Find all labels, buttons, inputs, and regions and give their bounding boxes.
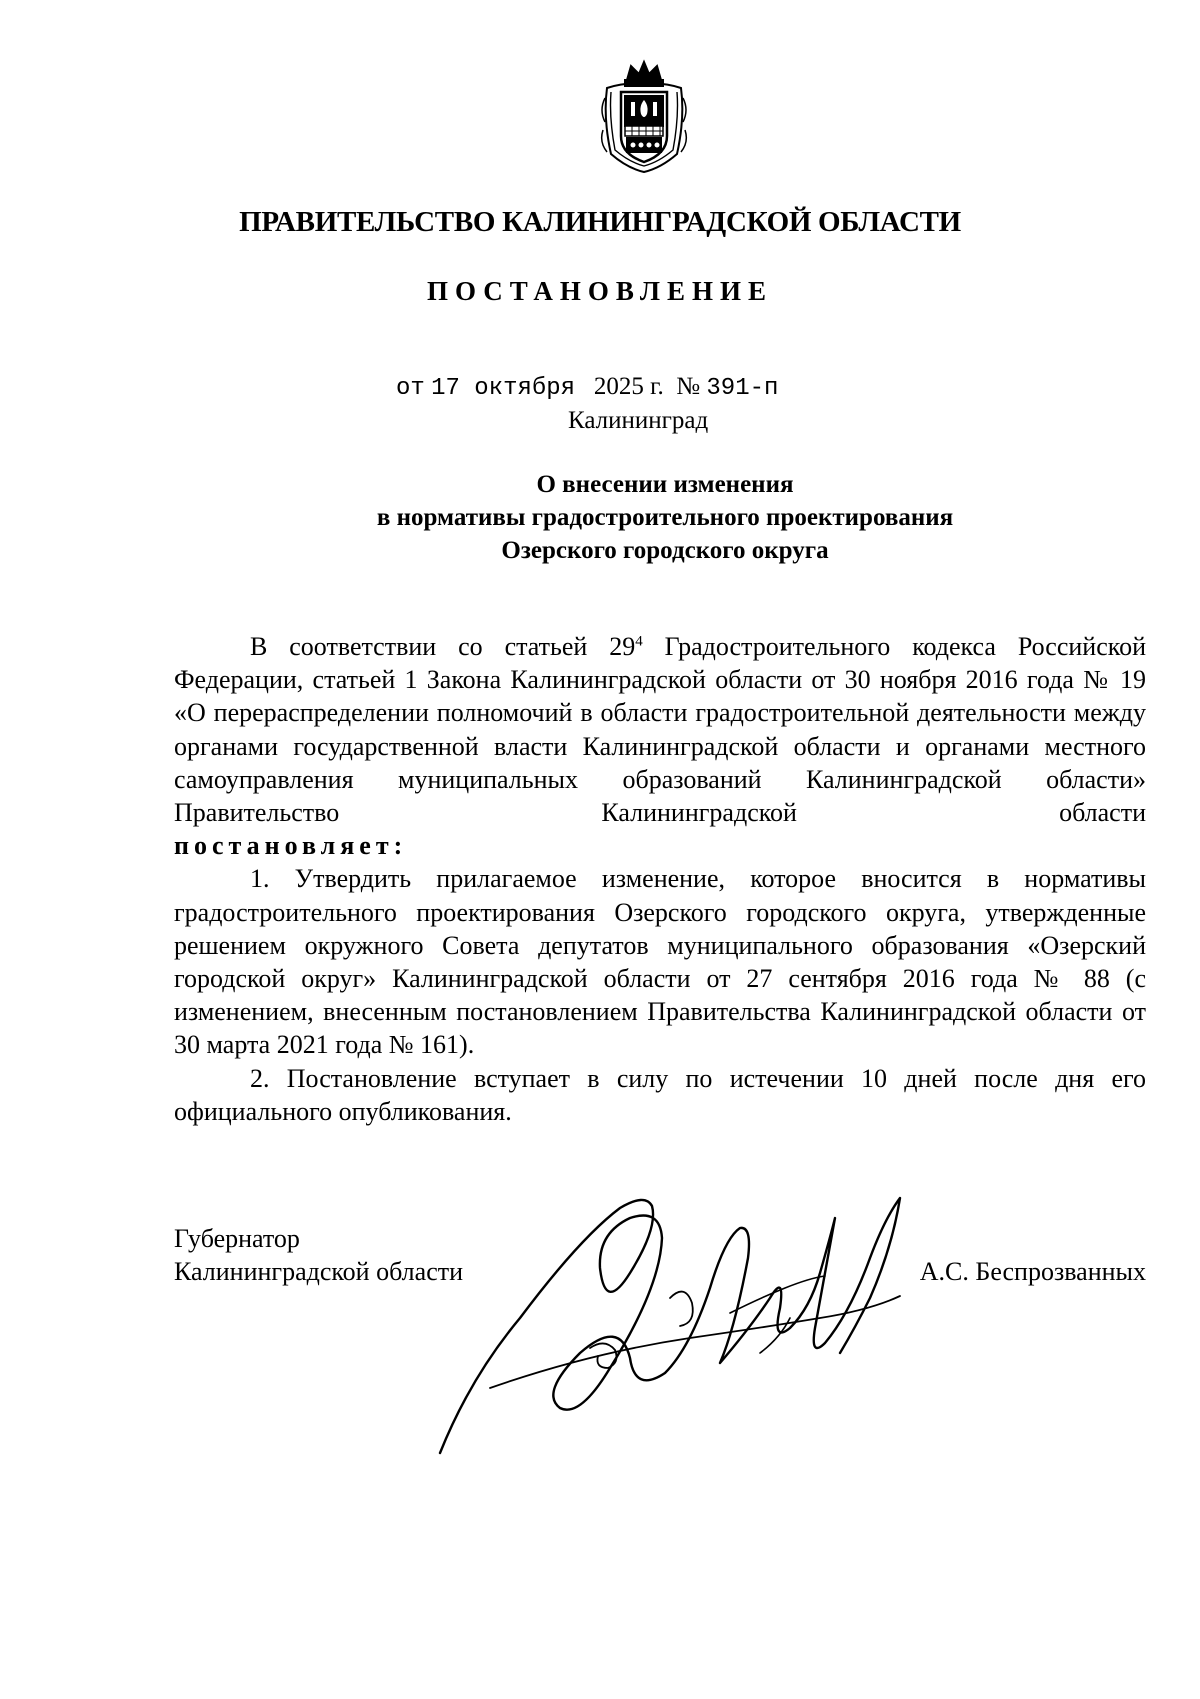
document-type: ПОСТАНОВЛЕНИЕ — [426, 276, 774, 306]
item-2-paragraph: 2. Постановление вступает в силу по истечении 10 дней после дня его официального опубликования. — [174, 1063, 1146, 1126]
subject-line-2: в нормативы градостроительного проектирования — [376, 504, 954, 531]
document-subject — [250, 468, 1080, 567]
position-line-2: Калининградской области — [174, 1257, 464, 1286]
document-number: 391-п — [706, 375, 779, 402]
handwritten-signature-icon — [430, 1178, 950, 1468]
preamble-start: В соответствии со статьей 29 — [250, 632, 636, 661]
city: Калининград — [568, 407, 709, 434]
article-superscript: 4 — [635, 633, 643, 650]
decree-paragraph — [174, 829, 1146, 862]
number-sign: № — [676, 373, 701, 400]
position-line-1: Губернатор — [174, 1224, 300, 1253]
item-1-paragraph: 1. Утвердить прилагаемое изменение, которое вносится в нормативы градостроительного проектирования Озерского городского округа, утвержденные решением окружного Совета депутатов муниципального образования «Озерский городской округ» Калининградской области от 27 сентября 2016 года № 88 (с изменением, внесенным постановлением Правительства Калининградской области от 30 марта 2021 года № 161). — [174, 864, 1146, 1060]
date-prefix: от — [396, 375, 425, 402]
preamble-rest: Градостроительного кодекса Российской Федерации, статьей 1 Закона Калининградской области от 30 ноября 2016 года № 19 «О перераспределении полномочий в области градостроительной деятельности между органами государственной власти Калининградской области и органами местного самоуправления муниципальных образований Калининградской области» Правительство Калининградской области — [174, 632, 1146, 828]
kaliningrad-region-coat-of-arms-icon — [597, 58, 692, 175]
signatory-name: А.С. Беспрозванных — [919, 1257, 1146, 1286]
government-title: ПРАВИТЕЛЬСТВО КАЛИНИНГРАДСКОЙ ОБЛАСТИ — [239, 206, 961, 238]
decree-word: постановляет: — [174, 831, 408, 861]
subject-line-1: О внесении изменения — [536, 471, 794, 498]
date-year: 2025 г. — [593, 373, 664, 400]
date-day-month: 17 октября — [431, 375, 576, 402]
date-number-line — [396, 373, 778, 402]
preamble-paragraph — [174, 630, 1146, 829]
subject-line-3: Озерского городского округа — [501, 537, 829, 564]
document-body — [174, 630, 1146, 1128]
signatory-position — [174, 1222, 463, 1288]
